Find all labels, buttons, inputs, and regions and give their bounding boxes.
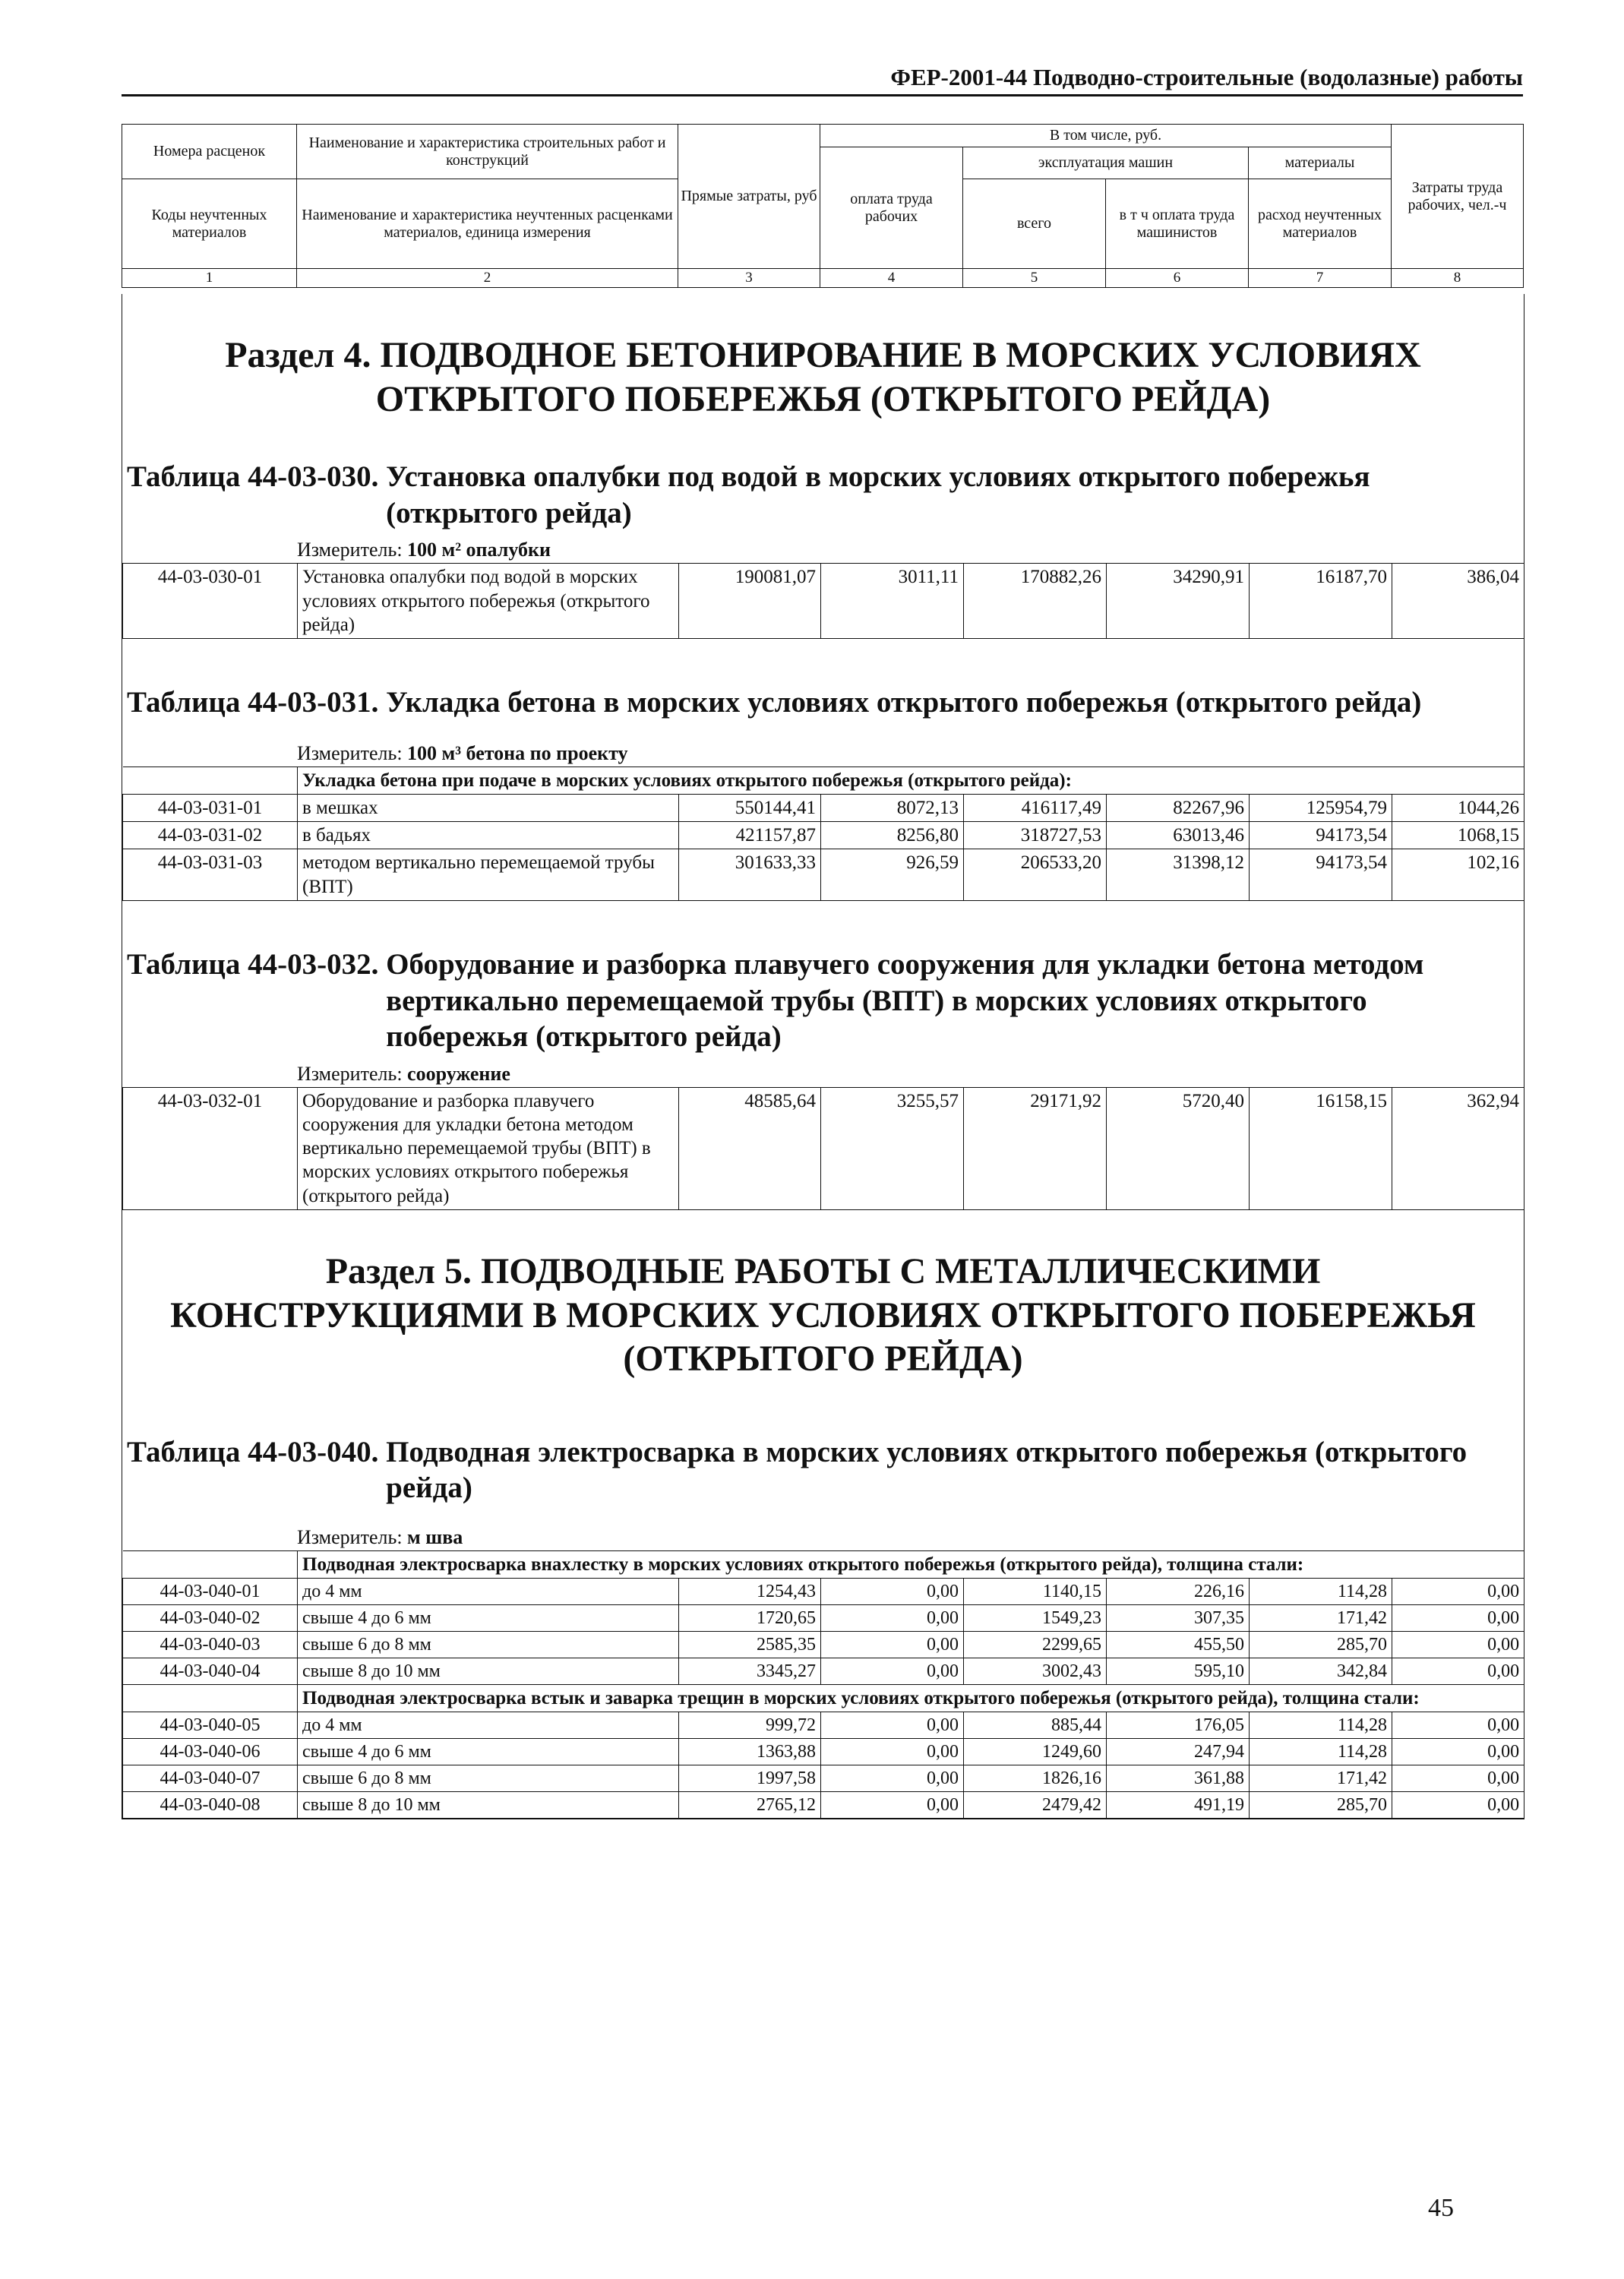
labor-hours: 0,00 [1392, 1579, 1524, 1605]
labor-pay: 0,00 [821, 1579, 964, 1605]
machines-total: 1140,15 [964, 1579, 1107, 1605]
including-header: В том числе, руб. [820, 125, 1392, 147]
machines-total: 29171,92 [964, 1087, 1107, 1209]
rate-code: 44-03-040-02 [123, 1605, 298, 1632]
unit-value: м шва [407, 1525, 463, 1548]
table-row [123, 1712, 1524, 1739]
materials: 94173,54 [1250, 822, 1392, 849]
materials: 16187,70 [1250, 564, 1392, 639]
machines-total: 2299,65 [964, 1632, 1107, 1658]
table-row [123, 849, 1524, 901]
labor-hours: 0,00 [1392, 1765, 1524, 1792]
running-header: ФЕР-2001-44 Подводно-строительные (водолазные) работы [122, 64, 1523, 96]
table-040-subheader-2: Подводная электросварка встык и заварка трещин в морских условиях открытого побережья (открытого рейда), толщина стали: [298, 1685, 1524, 1712]
rate-code: 44-03-040-05 [123, 1712, 298, 1739]
rate-code: 44-03-040-01 [123, 1579, 298, 1605]
table-032-title: Оборудование и разборка плавучего сооружения для укладки бетона методом вертикально перемещаемой трубы (ВПТ) в морских условиях открытого побережья (открытого рейда) [386, 947, 1424, 1054]
rate-code: 44-03-040-08 [123, 1792, 298, 1819]
table-032-number: Таблица 44-03-032. [127, 947, 387, 981]
table-row [123, 1765, 1524, 1792]
machinists-pay: 491,19 [1107, 1792, 1250, 1819]
table-row [123, 794, 1524, 821]
machines-total: 885,44 [964, 1712, 1107, 1739]
table-040 [122, 1550, 1524, 1819]
machinists-pay: 595,10 [1107, 1658, 1250, 1685]
labor-pay: 0,00 [821, 1658, 964, 1685]
machines-total: 1826,16 [964, 1765, 1107, 1792]
machinists-pay: 247,94 [1107, 1739, 1250, 1765]
direct-costs: 999,72 [679, 1712, 821, 1739]
table-row [123, 1792, 1524, 1819]
rate-code: 44-03-031-03 [123, 849, 298, 901]
rate-name: свыше 6 до 8 мм [298, 1765, 679, 1792]
rate-name: в бадьях [298, 822, 679, 849]
rate-name: свыше 6 до 8 мм [298, 1632, 679, 1658]
unit-label: Измеритель: [297, 539, 408, 561]
col-num: 8 [1392, 269, 1524, 288]
materials: 114,28 [1250, 1579, 1392, 1605]
machinists-pay: 31398,12 [1107, 849, 1250, 901]
unit-label: Измеритель: [297, 1062, 408, 1085]
labor-pay: 0,00 [821, 1739, 964, 1765]
rate-name: Оборудование и разборка плавучего сооружения для укладки бетона методом вертикально перемещаемой трубы (ВПТ) в морских условиях открытого побережья (открытого рейда) [298, 1087, 679, 1209]
machines-total: 318727,53 [964, 822, 1107, 849]
section-5-title: Раздел 5. ПОДВОДНЫЕ РАБОТЫ С МЕТАЛЛИЧЕСКИМИ КОНСТРУКЦИЯМИ В МОРСКИХ УСЛОВИЯХ ОТКРЫТОГО ПОБЕРЕЖЬЯ (ОТКРЫТОГО РЕЙДА) [170, 1250, 1476, 1380]
col-num: 4 [820, 269, 963, 288]
col7-header: расход неучтенных материалов [1249, 179, 1392, 269]
machines-total: 1249,60 [964, 1739, 1107, 1765]
direct-costs: 1720,65 [679, 1605, 821, 1632]
unit-label: Измеритель: [297, 1525, 408, 1548]
rate-code: 44-03-031-01 [123, 794, 298, 821]
col4-header: оплата труда рабочих [820, 147, 963, 269]
rate-name: в мешках [298, 794, 679, 821]
table-row [123, 564, 1524, 639]
table-row [123, 822, 1524, 849]
rate-name: свыше 4 до 6 мм [298, 1605, 679, 1632]
labor-hours: 0,00 [1392, 1792, 1524, 1819]
col2-bottom-header: Наименование и характеристика неучтенных расценками материалов, единица измерения [297, 179, 678, 269]
labor-pay: 0,00 [821, 1765, 964, 1792]
table-032-caption [122, 947, 1524, 1055]
table-row [123, 1632, 1524, 1658]
direct-costs: 2585,35 [679, 1632, 821, 1658]
col2-top-header: Наименование и характеристика строительных работ и конструкций [297, 125, 678, 179]
table-031-subheader: Укладка бетона при подаче в морских условиях открытого побережья (открытого рейда): [298, 767, 1524, 794]
labor-pay: 3011,11 [821, 564, 964, 639]
labor-pay: 0,00 [821, 1605, 964, 1632]
labor-pay: 8256,80 [821, 822, 964, 849]
document-body [122, 294, 1524, 1819]
materials: 285,70 [1250, 1632, 1392, 1658]
table-030 [122, 563, 1524, 639]
machines-total: 3002,43 [964, 1658, 1107, 1685]
table-row [123, 1579, 1524, 1605]
col8-header: Затраты труда рабочих, чел.-ч [1392, 125, 1524, 269]
table-040-subheader-1: Подводная электросварка внахлестку в морских условиях открытого побережья (открытого рейда), толщина стали: [298, 1550, 1524, 1578]
unit-value: 100 м³ бетона по проекту [407, 741, 628, 764]
direct-costs: 190081,07 [679, 564, 821, 639]
direct-costs: 550144,41 [679, 794, 821, 821]
col-num: 7 [1249, 269, 1392, 288]
col-num: 6 [1106, 269, 1249, 288]
rate-code: 44-03-032-01 [123, 1087, 298, 1209]
materials: 171,42 [1250, 1605, 1392, 1632]
table-031-caption [122, 684, 1524, 721]
materials: 94173,54 [1250, 849, 1392, 901]
col-num: 3 [678, 269, 820, 288]
rate-name: свыше 8 до 10 мм [298, 1792, 679, 1819]
rate-name: до 4 мм [298, 1579, 679, 1605]
labor-pay: 0,00 [821, 1632, 964, 1658]
table-030-caption [122, 459, 1524, 531]
section-4-title: Раздел 4. ПОДВОДНОЕ БЕТОНИРОВАНИЕ В МОРСКИХ УСЛОВИЯХ ОТКРЫТОГО ПОБЕРЕЖЬЯ (ОТКРЫТОГО РЕЙДА) [225, 335, 1421, 419]
rate-name: методом вертикально перемещаемой трубы (ВПТ) [298, 849, 679, 901]
table-032 [122, 1087, 1524, 1210]
materials: 125954,79 [1250, 794, 1392, 821]
labor-hours: 102,16 [1392, 849, 1524, 901]
direct-costs: 2765,12 [679, 1792, 821, 1819]
rate-name: свыше 4 до 6 мм [298, 1739, 679, 1765]
labor-hours: 1068,15 [1392, 822, 1524, 849]
table-030-number: Таблица 44-03-030. [127, 460, 387, 494]
machinists-pay: 82267,96 [1107, 794, 1250, 821]
unit-label: Измеритель: [297, 741, 408, 764]
materials-header: материалы [1249, 147, 1392, 179]
rate-code: 44-03-030-01 [123, 564, 298, 639]
unit-value: 100 м² опалубки [407, 539, 551, 561]
rate-name: до 4 мм [298, 1712, 679, 1739]
labor-hours: 386,04 [1392, 564, 1524, 639]
col6-header: в т ч оплата труда машинистов [1106, 179, 1249, 269]
table-031-number: Таблица 44-03-031. [127, 686, 387, 719]
machines-total: 206533,20 [964, 849, 1107, 901]
page-number: 45 [1428, 2194, 1454, 2222]
machinists-pay: 361,88 [1107, 1765, 1250, 1792]
table-040-unit [122, 1506, 1524, 1550]
machinists-pay: 307,35 [1107, 1605, 1250, 1632]
rate-code: 44-03-040-03 [123, 1632, 298, 1658]
direct-costs: 1254,43 [679, 1579, 821, 1605]
machinists-pay: 34290,91 [1107, 564, 1250, 639]
rate-name: свыше 8 до 10 мм [298, 1658, 679, 1685]
labor-hours: 0,00 [1392, 1605, 1524, 1632]
machinists-pay: 455,50 [1107, 1632, 1250, 1658]
materials: 171,42 [1250, 1765, 1392, 1792]
unit-value: сооружение [407, 1062, 510, 1085]
direct-costs: 48585,64 [679, 1087, 821, 1209]
table-040-number: Таблица 44-03-040. [127, 1435, 387, 1468]
rate-name: Установка опалубки под водой в морских условиях открытого побережья (открытого рейда) [298, 564, 679, 639]
labor-hours: 0,00 [1392, 1632, 1524, 1658]
direct-costs: 421157,87 [679, 822, 821, 849]
labor-hours: 362,94 [1392, 1087, 1524, 1209]
direct-costs: 301633,33 [679, 849, 821, 901]
machines-total: 1549,23 [964, 1605, 1107, 1632]
materials: 285,70 [1250, 1792, 1392, 1819]
col1-top-header: Номера расценок [122, 125, 297, 179]
machines-total: 2479,42 [964, 1792, 1107, 1819]
table-032-unit [122, 1055, 1524, 1087]
table-030-title: Установка опалубки под водой в морских условиях открытого побережья (открытого рейда) [386, 460, 1370, 529]
labor-hours: 0,00 [1392, 1739, 1524, 1765]
table-030-unit [122, 531, 1524, 563]
labor-pay: 0,00 [821, 1712, 964, 1739]
col-num: 1 [122, 269, 297, 288]
labor-pay: 3255,57 [821, 1087, 964, 1209]
column-header-table [122, 124, 1524, 288]
table-row [123, 1605, 1524, 1632]
labor-hours: 0,00 [1392, 1658, 1524, 1685]
labor-hours: 0,00 [1392, 1712, 1524, 1739]
rate-code: 44-03-031-02 [123, 822, 298, 849]
col-num: 5 [963, 269, 1106, 288]
direct-costs: 1363,88 [679, 1739, 821, 1765]
machinists-pay: 226,16 [1107, 1579, 1250, 1605]
machines-total: 170882,26 [964, 564, 1107, 639]
machines-total: 416117,49 [964, 794, 1107, 821]
table-row [123, 1087, 1524, 1209]
materials: 114,28 [1250, 1712, 1392, 1739]
direct-costs: 1997,58 [679, 1765, 821, 1792]
machinists-pay: 176,05 [1107, 1712, 1250, 1739]
col3-header: Прямые затраты, руб [678, 125, 820, 269]
table-031-title: Укладка бетона в морских условиях открытого побережья (открытого рейда) [386, 686, 1422, 719]
labor-pay: 926,59 [821, 849, 964, 901]
table-row [123, 1658, 1524, 1685]
labor-hours: 1044,26 [1392, 794, 1524, 821]
rate-code: 44-03-040-06 [123, 1739, 298, 1765]
direct-costs: 3345,27 [679, 1658, 821, 1685]
table-040-caption [122, 1434, 1524, 1506]
machinists-pay: 5720,40 [1107, 1087, 1250, 1209]
rate-code: 44-03-040-04 [123, 1658, 298, 1685]
table-row [123, 1739, 1524, 1765]
machines-header: эксплуатация машин [963, 147, 1249, 179]
materials: 16158,15 [1250, 1087, 1392, 1209]
col1-bottom-header: Коды неучтенных материалов [122, 179, 297, 269]
table-031 [122, 767, 1524, 901]
rate-code: 44-03-040-07 [123, 1765, 298, 1792]
col5-header: всего [963, 179, 1106, 269]
table-031-unit [122, 721, 1524, 767]
labor-pay: 0,00 [821, 1792, 964, 1819]
col-num: 2 [297, 269, 678, 288]
labor-pay: 8072,13 [821, 794, 964, 821]
materials: 114,28 [1250, 1739, 1392, 1765]
machinists-pay: 63013,46 [1107, 822, 1250, 849]
materials: 342,84 [1250, 1658, 1392, 1685]
table-040-title: Подводная электросварка в морских условиях открытого побережья (открытого рейда) [386, 1435, 1468, 1505]
